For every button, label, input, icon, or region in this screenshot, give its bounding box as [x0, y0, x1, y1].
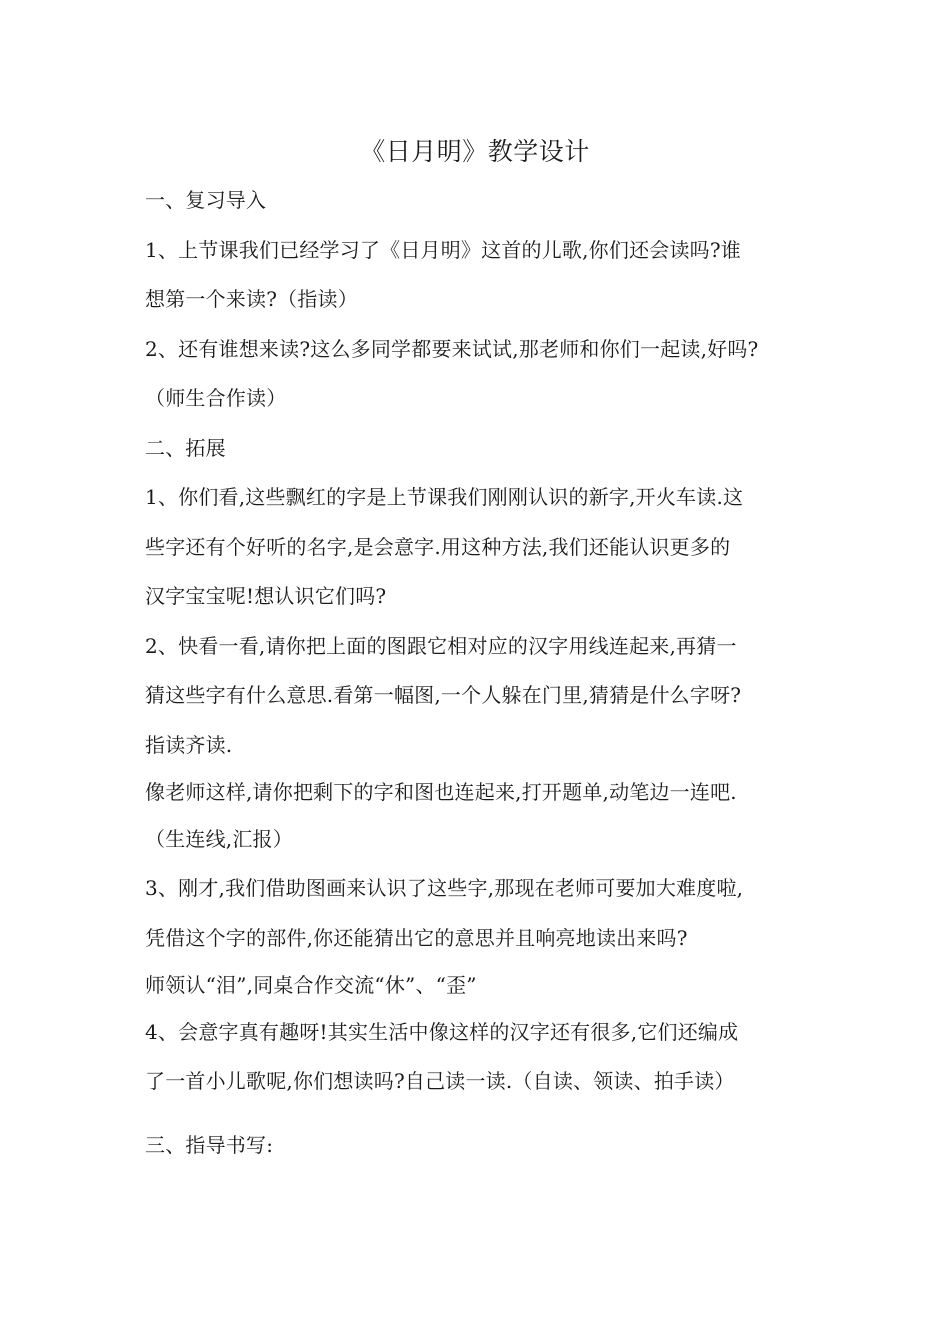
paragraph-line: 想第一个来读?（指读） [145, 287, 358, 311]
document-body [145, 180, 825, 1174]
paragraph-line: 4、会意字真有趣呀!其实生活中像这样的汉字还有很多,它们还编成 [145, 1019, 739, 1044]
section-heading-expand: 二、拓展 [145, 435, 226, 460]
paragraph-line: 指读齐读. [145, 732, 233, 757]
paragraph-line: 2、快看一看,请你把上面的图跟它相对应的汉字用线连起来,再猜一 [145, 633, 737, 658]
paragraph-line: 汉字宝宝呢!想认识它们吗? [145, 584, 387, 608]
paragraph-line: 3、刚才,我们借助图画来认识了这些字,那现在老师可要加大难度啦, [145, 876, 744, 900]
paragraph-line: 了一首小儿歌呢,你们想读吗?自己读一读.（自读、领读、拍手读） [145, 1069, 735, 1093]
paragraph-line: 像老师这样,请你把剩下的字和图也连起来,打开题单,动笔边一连吧. [145, 779, 737, 804]
paragraph-line: 些字还有个好听的名字,是会意字.用这种方法,我们还能认识更多的 [145, 534, 731, 559]
paragraph-spacer [145, 1111, 825, 1125]
paragraph-line: （生连线,汇报） [145, 826, 293, 851]
paragraph-line: 1、你们看,这些飘红的字是上节课我们刚刚认识的新字,开火车读.这 [145, 485, 744, 509]
paragraph-line: 凭借这个字的部件,你还能猜出它的意思并且响亮地读出来吗? [145, 925, 688, 950]
paragraph-line: （师生合作读） [145, 386, 287, 410]
paragraph-line: 猜这些字有什么意思.看第一幅图,一个人躲在门里,猜猜是什么字呀? [145, 683, 742, 707]
section-heading-writing: 三、指导书写: [145, 1132, 274, 1157]
section-heading-review: 一、复习导入 [145, 188, 267, 212]
document-title: 《日月明》教学设计 [360, 137, 590, 166]
paragraph-line: 2、还有谁想来读?这么多同学都要来试试,那老师和你们一起读,好吗? [145, 336, 759, 361]
paragraph-line: 1、上节课我们已经学习了《日月明》这首的儿歌,你们还会读吗?谁 [145, 237, 742, 262]
paragraph-line: 师领认“泪”,同桌合作交流“休”、“歪” [145, 972, 477, 997]
